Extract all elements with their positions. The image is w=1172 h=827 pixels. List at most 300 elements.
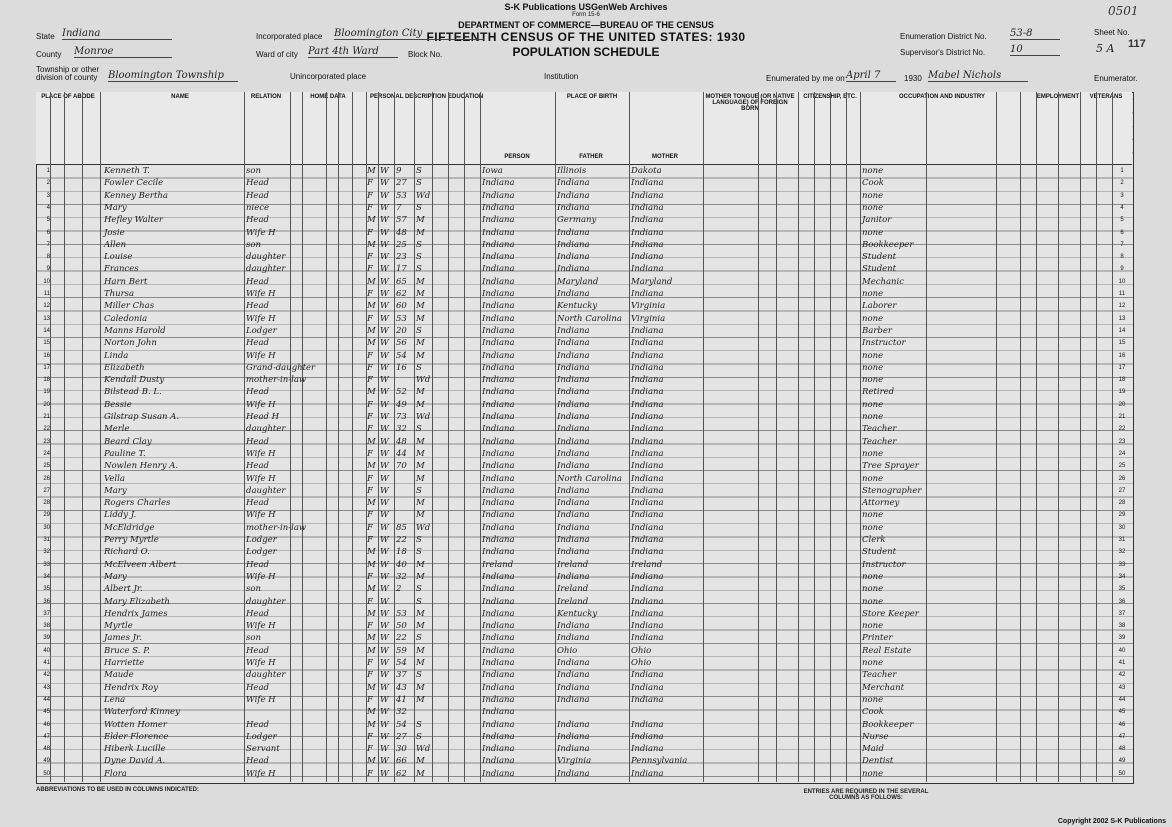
age: 27 [396,731,407,742]
row-number-right: 16 [1118,352,1126,359]
birthplace-person: Indiana [482,608,515,619]
incorporated-label: Incorporated place [256,32,323,41]
birthplace-mother: Dakota [631,166,662,176]
sex: F [367,313,373,324]
birthplace-mother: Indiana [631,547,664,558]
age: 54 [396,719,407,730]
marital-status: S [416,633,422,644]
occupation: Cook [862,178,884,189]
age: 37 [396,670,407,681]
person-name: Nowlen Henry A. [104,461,179,472]
age: 62 [396,289,407,299]
row-number-right: 31 [1118,537,1126,543]
marital-status: M [416,215,425,226]
birthplace-father: Indiana [557,744,590,755]
age [396,485,414,497]
birthplace-mother: Ohio [631,658,652,668]
birthplace-mother: Virginia [631,301,666,312]
occupation: none [862,375,884,386]
group-mother-tongue: MOTHER TONGUE (OR NATIVE LANGUAGE) OF FOREIGN BORN [705,94,795,112]
marital-status: S [416,325,422,336]
sex: M [367,547,376,558]
row-number: 9 [46,266,50,273]
column-rule [1036,92,1037,782]
row-number-right: 20 [1118,401,1126,408]
relation: Head H [246,412,280,422]
birthplace-person: Indiana [482,694,515,705]
relation: Head [246,436,269,447]
column-rule [448,92,449,782]
sex: M [367,584,376,595]
relation: daughter [246,264,286,275]
relation: Head [246,608,269,619]
relation: Servant [246,744,280,755]
birthplace-person: Indiana [482,510,515,521]
column-rule [1020,92,1021,782]
age: 60 [396,301,407,312]
birthplace-mother: Indiana [631,461,664,472]
row-number: 46 [43,721,50,728]
occupation: none [862,694,884,705]
occupation: Maid [862,744,884,755]
footer-instructions [36,785,1132,815]
birthplace-person: Indiana [482,338,515,349]
person-name: Hendrix James [104,608,168,619]
birthplace-mother: Indiana [631,584,664,595]
sex: M [367,166,376,176]
column-rule [326,92,327,782]
group-citizenship: CITIZENSHIP, ETC. [803,94,857,100]
row-number-right: 22 [1118,426,1126,433]
race: W [380,239,389,250]
sex: F [367,731,373,742]
birthplace-mother: Indiana [631,535,664,545]
birthplace-person: Indiana [482,768,515,779]
birthplace-person: Indiana [482,436,515,447]
entries-title: ENTRIES ARE REQUIRED IN THE SEVERAL COLUMNS AS FOLLOWS: [803,789,929,801]
relation: Head [246,301,269,312]
form-number: Form 15-6 [572,12,600,18]
birthplace-mother: Indiana [631,252,664,263]
corner-stamp: 0501 [1108,4,1139,18]
person-name: Dyne David A. [104,756,166,767]
row-number: 4 [46,204,50,211]
birthplace-father: Indiana [557,227,590,238]
age: 2 [396,584,402,595]
row-number: 28 [43,500,50,507]
birthplace-person: Indiana [482,178,515,189]
row-number: 41 [43,660,50,666]
occupation: none [862,621,884,632]
sex: F [367,227,373,238]
birthplace-mother: Indiana [631,202,664,213]
birthplace-person: Indiana [482,252,515,263]
age: 9 [396,166,402,176]
row-number: 7 [46,241,50,248]
row-number: 13 [43,315,50,322]
column-rule [798,92,799,782]
race: W [380,670,389,681]
birthplace-father: Indiana [557,658,590,668]
birthplace-person: Indiana [482,313,515,324]
marital-status: M [416,350,425,361]
birthplace-person: Indiana [482,301,515,312]
relation: Head [246,215,269,226]
group-name: NAME [171,94,189,100]
birthplace-person: Indiana [482,289,515,299]
race: W [380,166,389,176]
birthplace-mother: Indiana [631,264,664,275]
group-place-of-abode: PLACE OF ABODE [41,94,95,100]
person-name: Rogers Charles [104,498,171,509]
row-number: 21 [43,414,50,420]
row-number-right: 41 [1118,660,1126,666]
marital-status: Wd [416,190,431,201]
sex: M [367,461,376,472]
row-number-right: 29 [1118,512,1126,519]
birthplace-father: Indiana [557,510,590,521]
race: W [380,387,389,398]
birthplace-mother: Indiana [631,621,664,632]
occupation: Instructor [862,338,906,349]
relation: Grand-daughter [246,362,316,373]
birthplace-person: Indiana [482,682,515,693]
birthplace-person: Indiana [482,264,515,275]
person-name: Mary Elizabeth [104,596,170,607]
row-number: 49 [43,758,50,765]
row-number-right: 30 [1118,524,1126,531]
township-label: Township or other division of county [36,65,100,82]
relation: daughter [246,485,286,496]
relation: Head [246,719,269,730]
birthplace-father: Indiana [557,178,590,189]
sex: M [367,719,376,730]
relation: Lodger [246,535,277,545]
birthplace-father: Indiana [557,498,590,509]
row-number: 39 [43,635,50,642]
birthplace-mother: Indiana [631,485,664,496]
age: 52 [396,387,407,398]
birthplace-father: Indiana [557,325,590,336]
column-rule [394,92,395,782]
relation: daughter [246,424,286,435]
schedule-title: POPULATION SCHEDULE [512,45,660,59]
column-rule [432,92,433,782]
race: W [380,707,389,718]
row-number: 38 [43,623,50,630]
sex: M [367,707,376,718]
marital-status: M [416,289,425,299]
sex: M [367,498,376,509]
column-rule [1080,92,1081,782]
race: W [380,719,389,730]
birthplace-father: Virginia [557,756,592,767]
column-rule [776,92,777,782]
relation: son [246,584,261,595]
birthplace-person: Indiana [482,719,515,730]
age: 32 [396,571,407,582]
birthplace-person: Indiana [482,547,515,558]
occupation: Teacher [862,436,897,447]
row-number-right: 48 [1118,746,1126,753]
person-name: Louise [104,252,133,263]
race: W [380,325,389,336]
person-name: Hefley Walter [104,215,163,226]
birthplace-father: Indiana [557,412,590,422]
row-number-right: 18 [1118,377,1126,384]
marital-status: Wd [416,744,431,755]
column-rule [50,92,51,782]
enumerator-label: Enumerator. [1094,74,1138,83]
race: W [380,227,389,238]
birthplace-mother: Indiana [631,522,664,533]
row-number: 29 [43,512,50,519]
column-rule [64,92,65,782]
race: W [380,301,389,312]
age: 48 [396,227,407,238]
sex: M [367,325,376,336]
marital-status: M [416,448,425,459]
relation: Wife H [246,350,276,361]
relation: Wife H [246,399,276,410]
person-name: Gilstrap Susan A. [104,412,180,422]
block-label: Block No. [408,50,443,59]
age: 40 [396,559,407,570]
age [396,596,414,608]
person-name: Norton John [104,338,157,349]
birthplace-father: Indiana [557,289,590,299]
marital-status: S [416,584,422,595]
race: W [380,621,389,632]
row-number-right: 5 [1120,217,1124,224]
race: W [380,313,389,324]
relation: Head [246,178,269,189]
occupation: none [862,522,884,533]
sex: M [367,645,376,656]
marital-status: S [416,547,422,558]
birthplace-father: Indiana [557,633,590,644]
sex: M [367,608,376,619]
occupation: none [862,768,884,779]
birthplace-father: Maryland [557,276,599,287]
marital-status: M [416,461,425,472]
birthplace-mother: Indiana [631,633,664,644]
person-name: Bruce S. P. [104,645,150,656]
birthplace-mother: Indiana [631,670,664,681]
birthplace-father: Indiana [557,682,590,693]
occupation: none [862,313,884,324]
state-value: Indiana [62,28,172,40]
race: W [380,744,389,755]
birthplace-mother: Indiana [631,596,664,607]
column-rule [480,92,481,782]
row-number: 47 [43,733,50,740]
age: 20 [396,325,407,336]
birthplace-mother: Indiana [631,694,664,705]
group-employment: EMPLOYMENT [1036,94,1080,100]
age: 41 [396,694,407,705]
occupation: none [862,584,884,595]
race: W [380,338,389,349]
birthplace-person: Indiana [482,584,515,595]
age: 62 [396,768,407,779]
birthplace-person: Indiana [482,633,515,644]
birthplace-father: Indiana [557,694,590,705]
column-rule [244,92,245,782]
row-number: 31 [43,537,50,543]
row-number-right: 38 [1118,623,1126,630]
occupation: none [862,190,884,201]
marital-status: S [416,202,422,213]
birthplace-person: Indiana [482,375,515,386]
birthplace-mother: Indiana [631,448,664,459]
age: 56 [396,338,407,349]
row-number: 27 [43,487,50,494]
occupation: none [862,412,884,422]
age: 73 [396,412,407,422]
row-number-right: 4 [1120,204,1124,211]
birthplace-person: Indiana [482,485,515,496]
marital-status: S [416,535,422,545]
row-number-right: 9 [1120,266,1124,273]
row-number: 42 [43,672,50,679]
marital-status: M [416,313,425,324]
enumerated-date: April 7 [846,70,896,82]
column-rule [100,92,101,782]
row-number-right: 36 [1118,598,1126,605]
marital-status: M [416,756,425,767]
birthplace-father: Indiana [557,535,590,545]
marital-status [416,706,432,718]
birthplace-mother: Indiana [631,350,664,361]
sheet-value: 5 A [1096,42,1115,55]
age: 70 [396,461,407,472]
sex: F [367,202,373,213]
age: 18 [396,547,407,558]
birthplace-father: Indiana [557,387,590,398]
age: 50 [396,621,407,632]
institution-label: Institution [544,72,579,81]
row-number: 30 [43,524,50,531]
row-number: 1 [46,168,50,174]
row-number-right: 3 [1120,192,1124,199]
race: W [380,190,389,201]
race: W [380,473,389,484]
age: 17 [396,264,407,275]
column-rule [996,92,997,782]
birthplace-person: Indiana [482,744,515,755]
person-name: James Jr. [104,633,142,644]
birthplace-person: Indiana [482,756,515,767]
birthplace-person: Indiana [482,350,515,361]
race: W [380,596,389,607]
race: W [380,350,389,361]
group-education: EDUCATION [448,94,484,100]
race: W [380,608,389,619]
age: 85 [396,522,407,533]
occupation: none [862,473,884,484]
relation: Wife H [246,510,276,521]
relation: niece [246,202,270,213]
row-number-right: 43 [1118,684,1126,691]
birthplace-person: Indiana [482,227,515,238]
sex: F [367,658,373,668]
subhead-person: PERSON [504,154,530,160]
sex: F [367,252,373,263]
birthplace-father: North Carolina [557,313,622,324]
marital-status: M [416,608,425,619]
sex: F [367,375,373,386]
race: W [380,276,389,287]
age: 53 [396,190,407,201]
person-name: McElveen Albert [104,559,177,570]
occupation: none [862,596,884,607]
row-number-right: 33 [1118,561,1126,568]
occupation: none [862,202,884,213]
occupation: Bookkeeper [862,239,914,250]
race: W [380,178,389,189]
sex: F [367,190,373,201]
sex: M [367,387,376,398]
row-number: 14 [43,327,50,334]
relation: Head [246,338,269,349]
column-rule [555,92,556,782]
occupation: Merchant [862,682,904,693]
row-number-right: 10 [1118,278,1126,285]
column-rule [830,92,831,782]
sex: F [367,485,373,496]
column-rule [629,92,630,782]
person-name: Merle [104,424,130,435]
row-number-right: 24 [1118,450,1126,457]
race: W [380,252,389,263]
occupation: Cook [862,707,884,718]
birthplace-mother: Indiana [631,510,664,521]
sex: F [367,621,373,632]
birthplace-person: Indiana [482,707,515,718]
marital-status: S [416,252,422,263]
person-name: Maude [104,670,134,681]
census-title: FIFTEENTH CENSUS OF THE UNITED STATES: 1930 [426,30,746,44]
group-veterans: VETERANS [1089,94,1123,100]
relation: daughter [246,670,286,681]
sex: F [367,448,373,459]
race: W [380,633,389,644]
row-number-right: 40 [1118,647,1126,654]
marital-status: M [416,387,425,398]
birthplace-father: Ireland [557,584,589,595]
row-number: 25 [43,463,50,470]
race: W [380,498,389,509]
birthplace-person: Indiana [482,362,515,373]
marital-status: M [416,276,425,287]
marital-status: M [416,473,425,484]
age: 66 [396,756,407,767]
sex: M [367,301,376,312]
column-rule [82,92,83,782]
occupation: none [862,350,884,361]
row-number-right: 13 [1118,315,1126,322]
relation: son [246,166,261,176]
marital-status: S [416,264,422,275]
race: W [380,571,389,582]
incorporated-value: Bloomington City [334,28,484,40]
occupation: Dentist [862,756,894,767]
row-number-right: 1 [1120,168,1124,174]
birthplace-person: Indiana [482,202,515,213]
row-number: 8 [46,254,50,261]
birthplace-mother: Maryland [631,276,673,287]
